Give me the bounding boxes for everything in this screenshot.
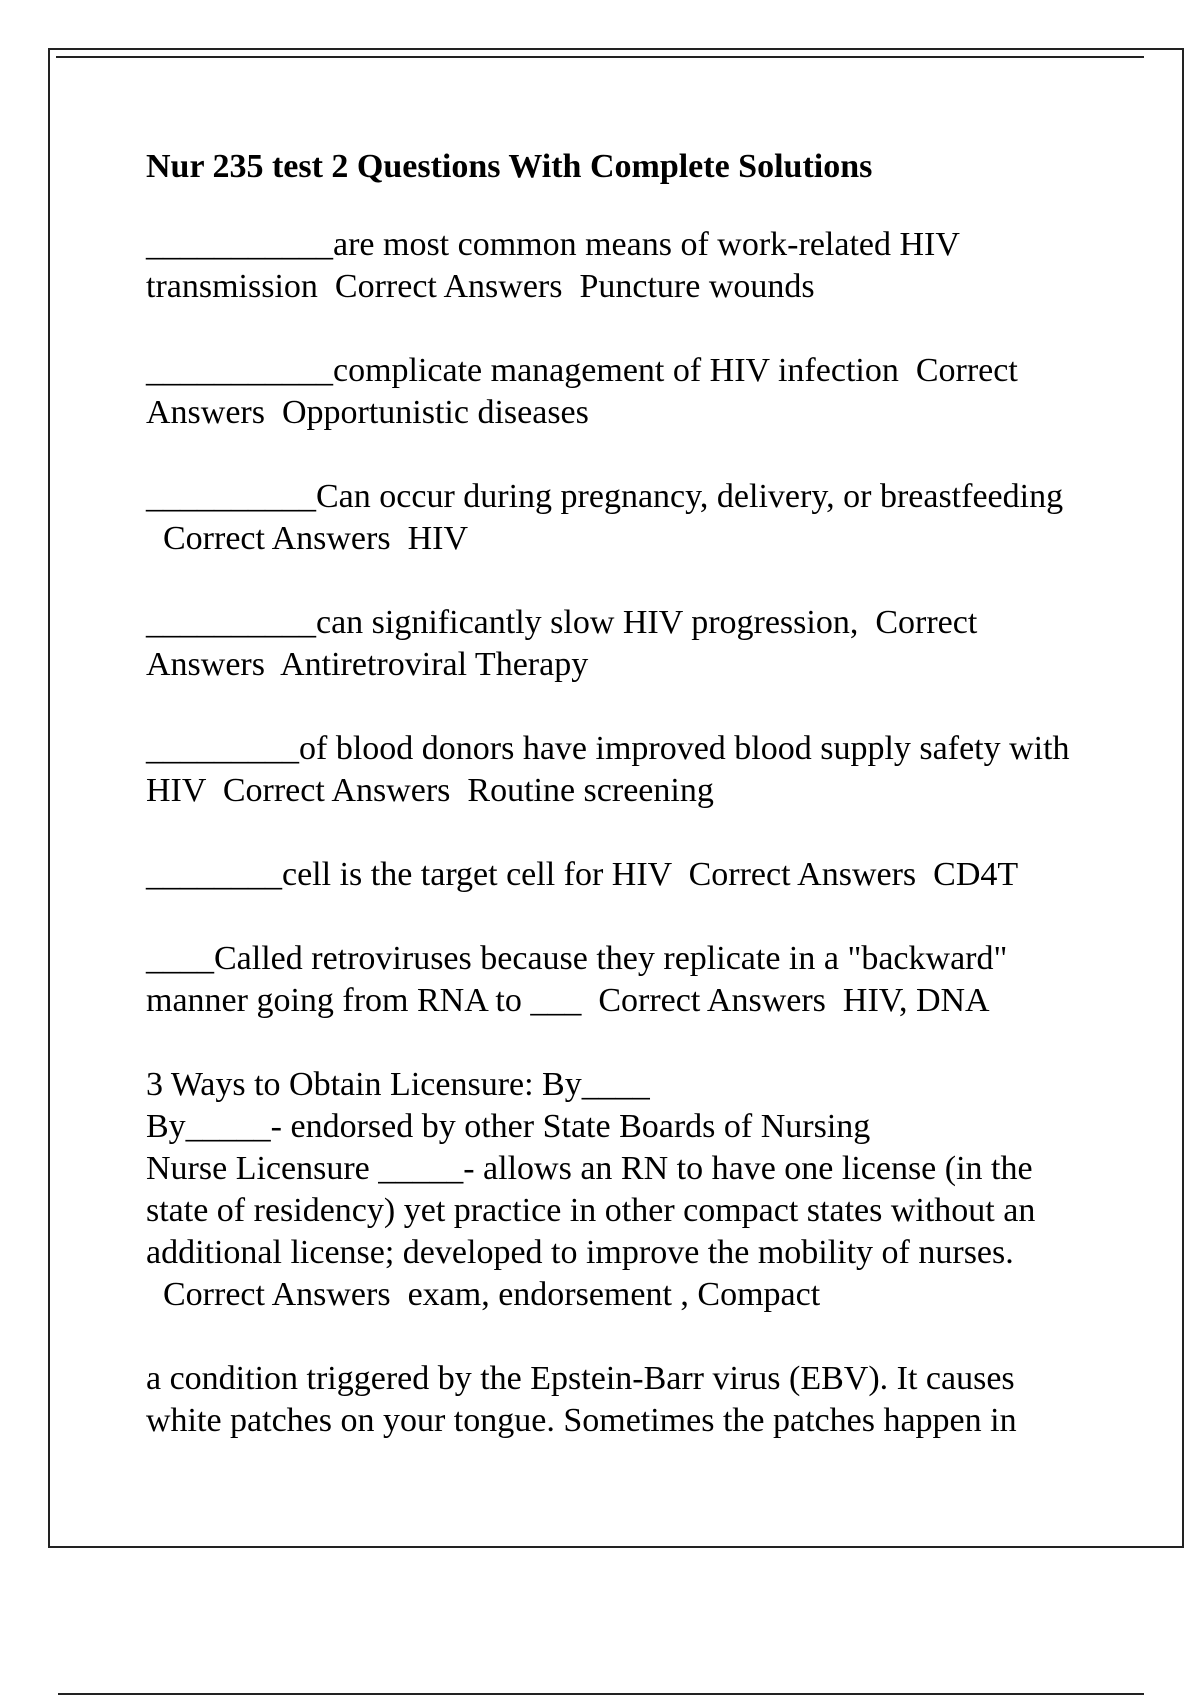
question-text: ___________complicate management of HIV infection <box>146 352 899 389</box>
qa-item-5 <box>146 728 1096 812</box>
qa-item-1 <box>146 224 1096 308</box>
question-text: ____Called retroviruses because they replicate in a "backward" manner going from RNA to ___ <box>146 940 1008 1019</box>
document-content <box>146 140 1096 1484</box>
question-text: __________can significantly slow HIV progression, <box>146 604 859 641</box>
answer-marker: Correct Answers <box>334 268 563 305</box>
answer-marker: Correct Answers <box>222 772 451 809</box>
question-text: ___________are most common means of work-related HIV transmission <box>146 226 960 305</box>
qa-item-7 <box>146 938 1096 1022</box>
qa-item-6 <box>146 854 1096 896</box>
licensure-line-2: By_____- endorsed by other State Boards of Nursing <box>146 1108 871 1145</box>
bottom-rule <box>58 1693 1144 1695</box>
answer-marker: Correct Answers <box>146 352 1018 431</box>
answer-text: Routine screening <box>467 772 714 809</box>
licensure-line-1: 3 Ways to Obtain Licensure: By____ <box>146 1066 650 1103</box>
answer-marker: Correct Answers <box>163 1276 391 1313</box>
question-text: _________of blood donors have improved blood supply safety with HIV <box>146 730 1070 809</box>
qa-item-4 <box>146 602 1096 686</box>
trailing-text: a condition triggered by the Epstein-Barr virus (EBV). It causes white patches on your tongue. Sometimes the patches happen in <box>146 1360 1017 1439</box>
answer-text: Puncture wounds <box>579 268 815 305</box>
qa-item-3 <box>146 476 1096 560</box>
answer-text: Antiretroviral Therapy <box>280 646 589 683</box>
answer-marker: Correct Answers <box>146 604 978 683</box>
answer-marker: Correct Answers <box>688 856 917 893</box>
licensure-line-3 <box>146 1148 1096 1316</box>
qa-item-2 <box>146 350 1096 434</box>
qa-item-licensure <box>146 1064 1096 1316</box>
question-text: ________cell is the target cell for HIV <box>146 856 672 893</box>
question-text: __________Can occur during pregnancy, delivery, or breastfeeding <box>146 478 1064 515</box>
answer-text: CD4T <box>933 856 1019 893</box>
answer-text: exam, endorsement , Compact <box>407 1276 821 1313</box>
answer-marker: Correct Answers <box>163 520 391 557</box>
answer-text: Opportunistic diseases <box>281 394 589 431</box>
question-text: Nurse Licensure _____- allows an RN to have one license (in the state of residency) yet practice in other compact states without an additional license; developed to improve the mobility of nurses. <box>146 1150 1036 1271</box>
document-title: Nur 235 test 2 Questions With Complete Solutions <box>146 148 873 185</box>
answer-text: HIV <box>407 520 468 557</box>
answer-text: HIV, DNA <box>842 982 990 1019</box>
frame-top-rule <box>56 56 1144 58</box>
answer-marker: Correct Answers <box>598 982 826 1019</box>
qa-item-trailing <box>146 1358 1096 1442</box>
